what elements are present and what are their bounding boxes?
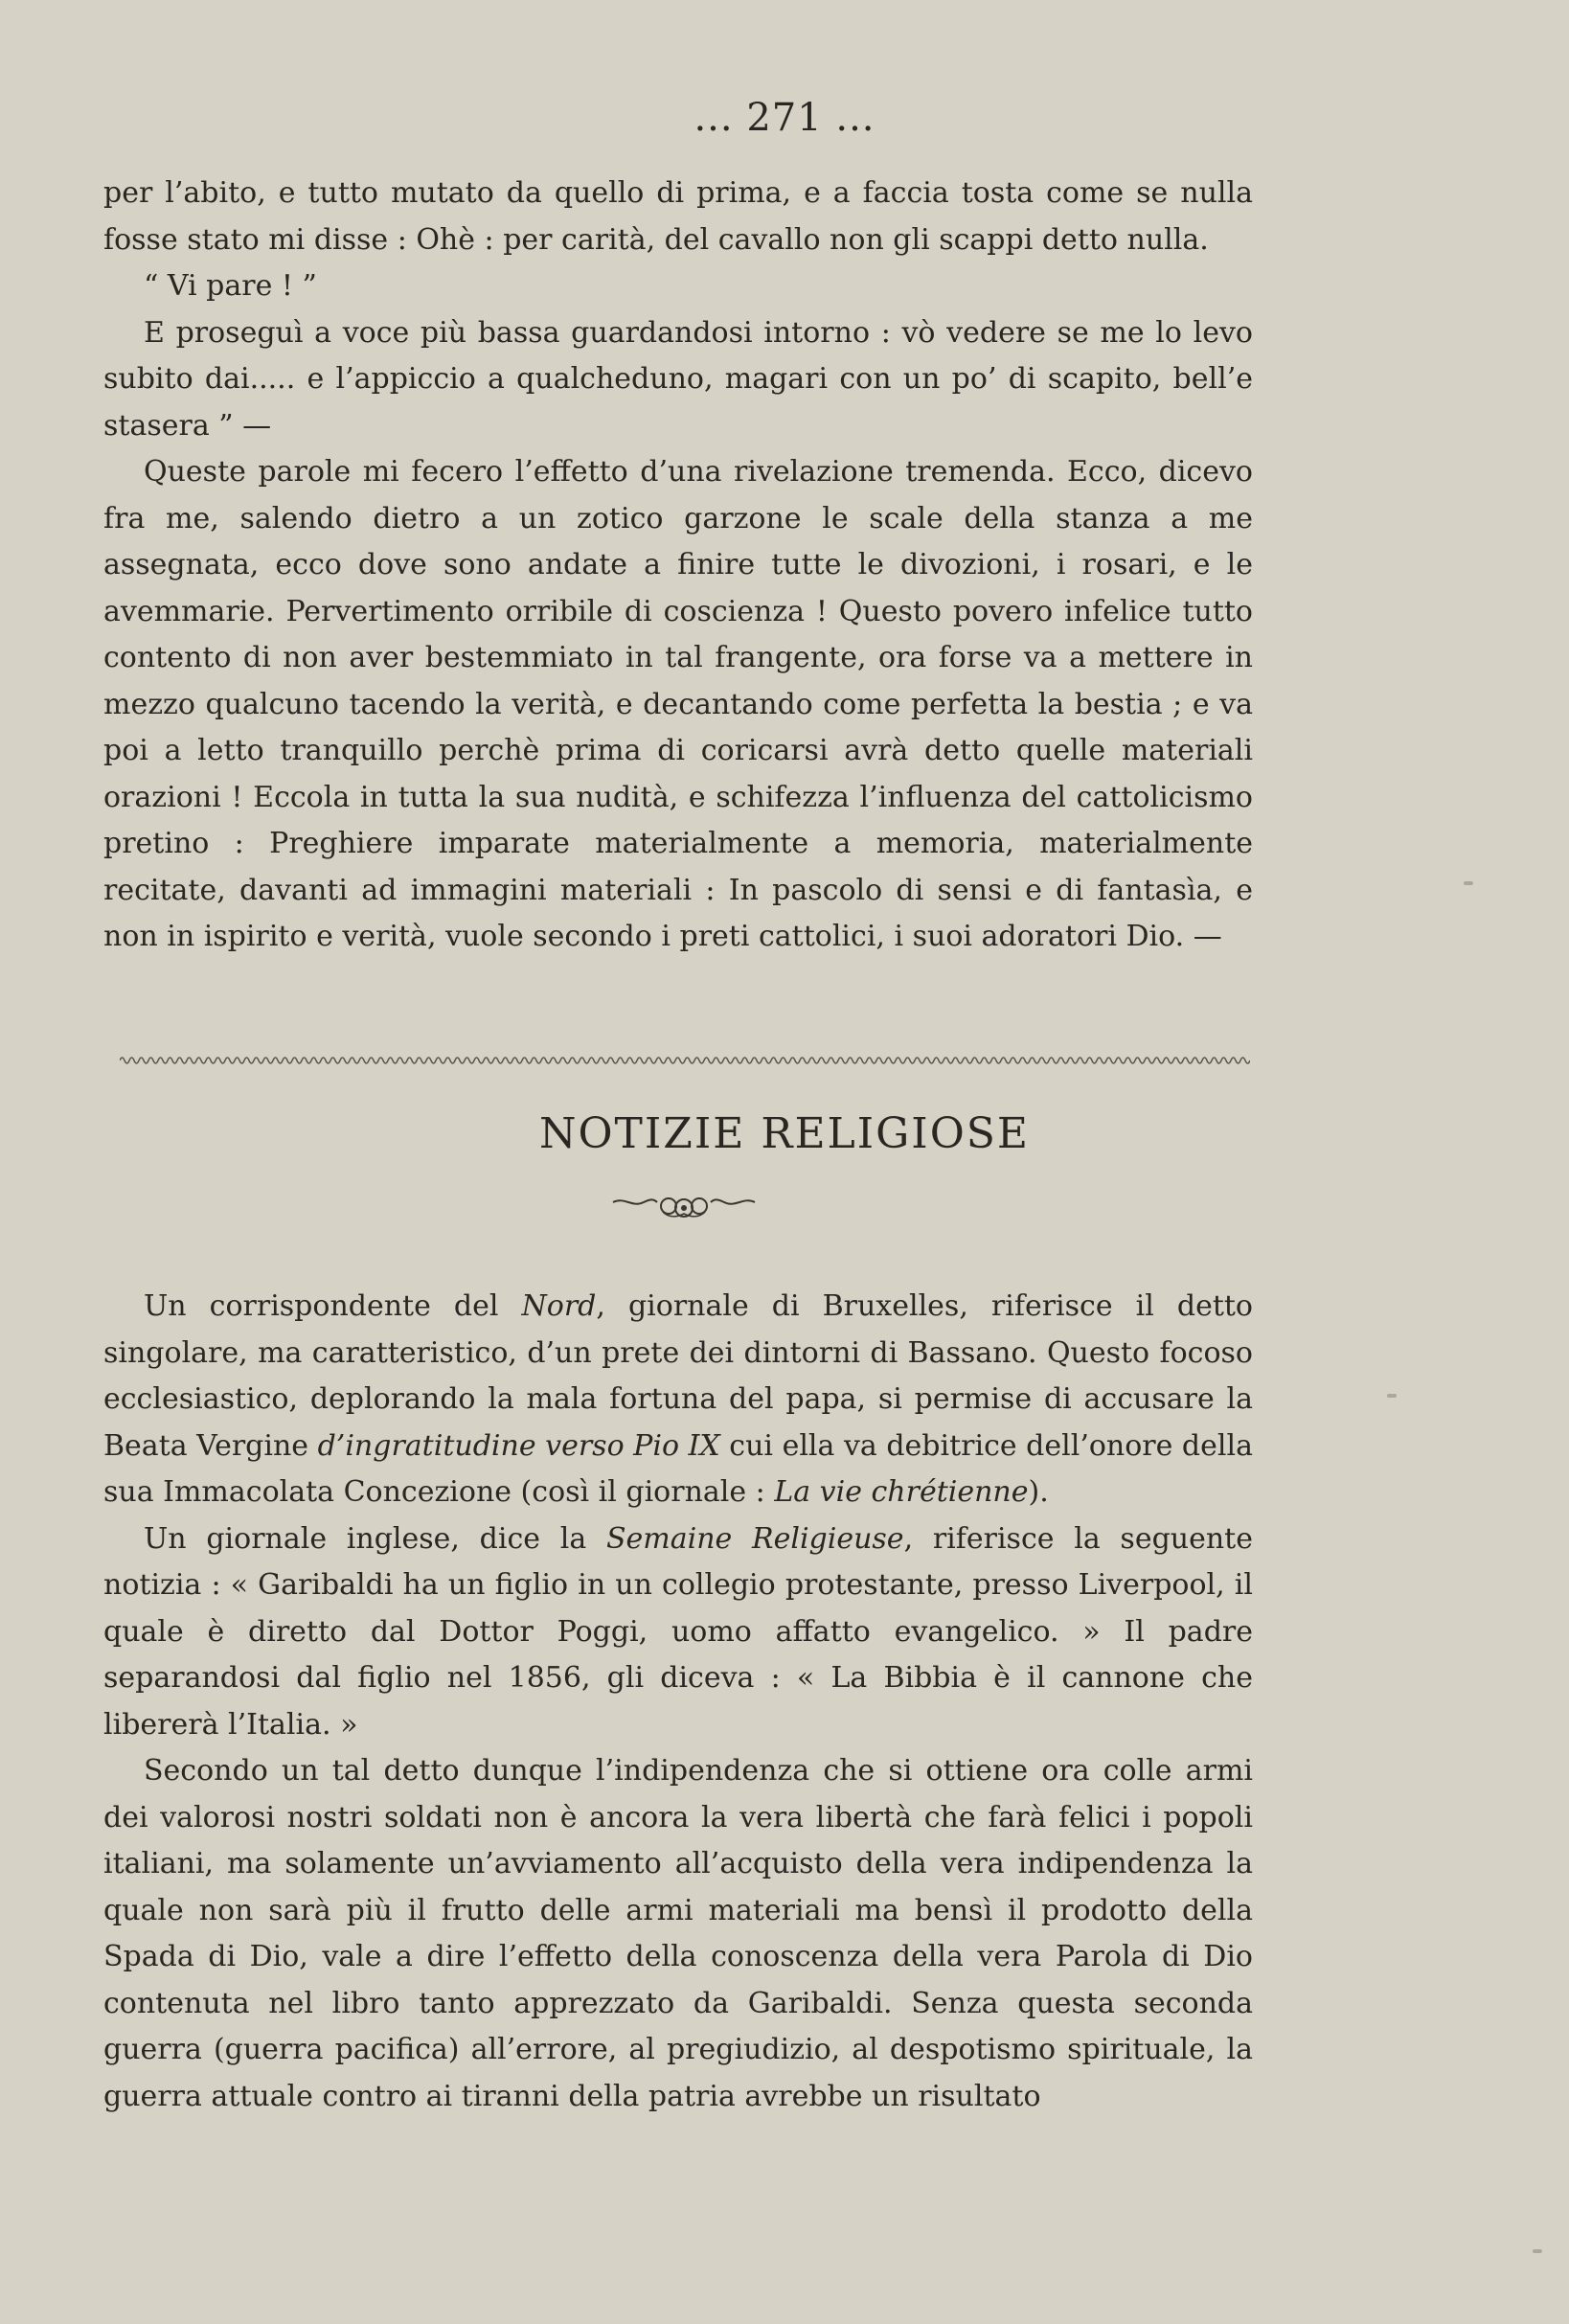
- paragraph-prosegui: E proseguì a voce più bassa guardandosi intorno : vò vedere se me lo levo subito dai..... e l’appiccio a qualcheduno, magari con un po’ di scapito, bell’e stasera ” —: [103, 315, 1253, 443]
- news-text-column: [103, 1284, 1253, 2120]
- text-run: , giornale di Bruxelles, riferisce il detto singolare, ma caratteristico, d’un prete dei dintorni di Bassano. Questo focoso ecclesiastico, deplorando la mala fortuna del papa, si permise di accusare la Beata Vergine: [103, 1289, 1253, 1463]
- italic-vie-chretienne: La vie chrétienne: [774, 1475, 1029, 1509]
- italic-ingratitudine: d’ingratitudine verso Pio IX: [317, 1428, 720, 1463]
- ornament-flourish: [607, 1191, 761, 1221]
- section-title: NOTIZIE RELIGIOSE: [538, 1109, 1031, 1158]
- news-paragraph-nord: [103, 1284, 1253, 1516]
- news-paragraph-indipendenza: Secondo un tal detto dunque l’indipendenza che si ottiene ora colle armi dei valorosi nostri soldati non è ancora la vera libertà che farà felici i popoli italiani, ma solamente un’avviamento all’acquisto della vera indipendenza la quale non sarà più il frutto delle armi materiali ma bensì il prodotto della Spada di Dio, vale a dire l’effetto della conoscenza della vera Parola di Dio contenuta nel libro tanto apprezzato da Garibaldi. Senza questa seconda guerra (guerra pacifica) all’errore, al pregiudizio, al despotismo spirituale, la guerra attuale contro ai tiranni della patria avrebbe un risultato: [103, 1754, 1253, 2113]
- paper-speck: [1533, 2249, 1542, 2253]
- text-run: , riferisce la seguente notizia : « Garibaldi ha un figlio in un collegio protestante, presso Liverpool, il quale è diretto dal Dottor Poggi, uomo affatto evangelico. » Il padre separandosi dal figlio nel 1856, gli diceva : « La Bibbia è il cannone che libererà l’Italia. »: [103, 1521, 1253, 1742]
- paragraph-quote: “ Vi pare ! ”: [144, 269, 317, 303]
- text-run: ).: [1028, 1475, 1049, 1509]
- paragraph-continuation: per l’abito, e tutto mutato da quello di prima, e a faccia tosta come se nulla fosse stato mi disse : Ohè : per carità, del cavallo non gli scappi detto nulla.: [103, 176, 1253, 257]
- page-number: ... 271 ...: [694, 96, 875, 140]
- italic-nord: Nord: [521, 1289, 597, 1323]
- paragraph-rivelazione: Queste parole mi fecero l’effetto d’una rivelazione tremenda. Ecco, dicevo fra me, salendo dietro a un zotico garzone le scale della stanza a me assegnata, ecco dove sono andate a finire tutte le divozioni, i rosari, e le avemmarie. Pervertimento orribile di coscienza ! Questo povero infelice tutto contento di non aver bestemmiato in tal frangente, ora forse va a mettere in mezzo qualcuno tacendo la verità, e decantando come perfetta la bestia ; e va poi a letto tranquillo perchè prima di coricarsi avrà detto quelle materiali orazioni ! Eccola in tutta la sua nudità, e schifezza l’influenza del cattolicismo pretino : Preghiere imparate materialmente a memoria, materialmente recitate, davanti ad immagini materiali : In pascolo di sensi e di fantasìa, e non in ispirito e verità, vuole secondo i preti cattolici, i suoi adoratori Dio. —: [103, 455, 1253, 953]
- top-text-column: [103, 171, 1253, 961]
- news-paragraph-garibaldi: [103, 1516, 1253, 1749]
- text-run: Un corrispondente del: [144, 1289, 522, 1323]
- italic-semaine-religieuse: Semaine Religieuse: [605, 1521, 904, 1556]
- paper-speck: [1464, 881, 1473, 885]
- text-run: cui ella va debitrice dell’onore della sua Immacolata Concezione (così il giornale :: [103, 1428, 1253, 1509]
- wavy-separator-rule: [120, 1054, 1250, 1067]
- text-run: Un giornale inglese, dice la: [144, 1521, 606, 1556]
- paper-speck: [1387, 1394, 1397, 1398]
